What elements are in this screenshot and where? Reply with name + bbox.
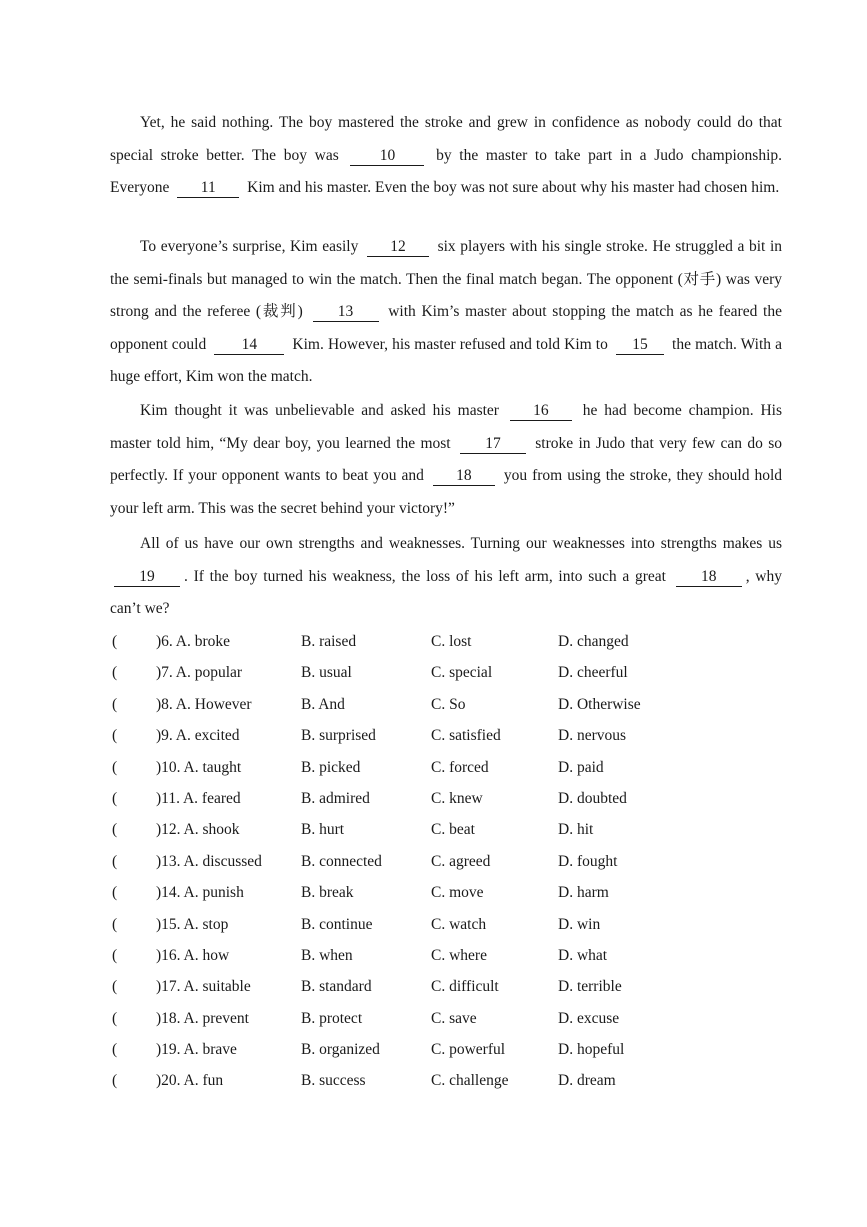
passage-paragraph-1: [110, 107, 782, 205]
option-c: C. powerful: [431, 1041, 506, 1059]
option-d: D. what: [558, 946, 608, 964]
question-row: [104, 783, 784, 814]
passage-text: stroke in Judo that very few can do so perfectly. If your opponent wants to beat you and: [110, 434, 782, 484]
answer-blank[interactable]: 17: [460, 435, 526, 454]
option-b: B. success: [301, 1072, 366, 1090]
answer-paren[interactable]: (: [112, 946, 118, 964]
answer-paren[interactable]: (: [112, 884, 118, 902]
option-d: D. nervous: [558, 727, 627, 745]
answer-blank[interactable]: 13: [313, 303, 379, 322]
option-d: D. excuse: [558, 1009, 620, 1027]
question-row: [104, 689, 784, 720]
option-c: C. beat: [431, 821, 475, 839]
option-c: C. watch: [431, 915, 487, 933]
answer-blank[interactable]: 16: [510, 402, 572, 421]
passage-text: . If the boy turned his weakness, the loss of his left arm, into such a great: [184, 567, 672, 585]
passage-text: by the master to take part in a Judo championship. Everyone: [110, 146, 782, 196]
option-c: C. move: [431, 884, 484, 902]
passage-text: All of us have our own strengths and weaknesses. Turning our weaknesses into strengths makes us: [140, 535, 782, 552]
passage-text: To everyone’s surprise, Kim easily: [140, 238, 363, 255]
answer-blank[interactable]: 18: [433, 467, 495, 486]
question-row: [104, 626, 784, 657]
question-row: [104, 940, 784, 971]
option-c: C. So: [431, 695, 466, 713]
option-a: )20. A. fun: [156, 1072, 224, 1090]
answer-blank[interactable]: 10: [350, 147, 424, 166]
option-b: B. when: [301, 946, 353, 964]
question-row: [104, 1003, 784, 1034]
option-b: B. continue: [301, 915, 373, 933]
answer-paren[interactable]: (: [112, 789, 118, 807]
option-b: B. And: [301, 695, 345, 713]
answer-paren[interactable]: (: [112, 852, 118, 870]
option-b: B. raised: [301, 633, 357, 650]
option-b: B. surprised: [301, 727, 376, 745]
option-a: )12. A. shook: [156, 821, 240, 839]
answer-blank[interactable]: 12: [367, 238, 429, 257]
question-row: [104, 657, 784, 688]
passage-text: , why can’t we?: [110, 567, 782, 617]
option-d: D. harm: [558, 884, 609, 902]
option-b: B. break: [301, 884, 354, 902]
option-d: D. hit: [558, 821, 594, 839]
option-a: )18. A. prevent: [156, 1009, 249, 1027]
option-b: B. hurt: [301, 821, 345, 839]
option-c: C. agreed: [431, 852, 491, 870]
option-d: D. Otherwise: [558, 695, 641, 713]
option-d: D. cheerful: [558, 664, 628, 682]
option-c: C. forced: [431, 758, 489, 776]
option-a: )15. A. stop: [156, 915, 229, 933]
option-a: )17. A. suitable: [156, 978, 251, 996]
question-row: [104, 1034, 784, 1065]
option-b: B. usual: [301, 664, 352, 682]
answer-paren[interactable]: (: [112, 1072, 118, 1090]
option-b: B. connected: [301, 852, 382, 870]
option-d: D. doubted: [558, 789, 627, 807]
answer-paren[interactable]: (: [112, 758, 118, 776]
answer-paren[interactable]: (: [112, 664, 118, 682]
option-d: D. terrible: [558, 978, 622, 996]
option-a: )13. A. discussed: [156, 852, 262, 870]
answer-paren[interactable]: (: [112, 727, 118, 745]
passage-text: Kim thought it was unbelievable and asked his master: [140, 402, 506, 419]
question-row: [104, 1065, 784, 1096]
option-b: B. standard: [301, 978, 372, 996]
passage-text: Kim and his master. Even the boy was not sure about why his master had chosen him.: [243, 179, 780, 196]
option-d: D. hopeful: [558, 1041, 625, 1059]
option-a: )14. A. punish: [156, 884, 244, 902]
option-c: C. special: [431, 664, 493, 682]
option-b: B. protect: [301, 1009, 363, 1027]
passage-paragraph-3: [110, 395, 782, 525]
question-row: [104, 720, 784, 751]
question-row: [104, 814, 784, 845]
answer-paren[interactable]: (: [112, 1009, 118, 1027]
option-b: B. organized: [301, 1041, 380, 1059]
answer-paren[interactable]: (: [112, 978, 118, 996]
option-d: D. fought: [558, 852, 618, 870]
options-list: [104, 626, 784, 1097]
passage-paragraph-4: [110, 528, 782, 626]
option-a: )11. A. feared: [156, 789, 241, 807]
passage-text: with Kim’s master about stopping the match as he feared the opponent could: [110, 303, 782, 353]
option-c: C. lost: [431, 633, 472, 650]
passage-text: the match. With a huge effort, Kim won the match.: [110, 335, 783, 385]
passage-text: Yet, he said nothing. The boy mastered the stroke and grew in confidence as nobody could do that special stroke better. The boy was: [110, 114, 782, 164]
answer-blank[interactable]: 11: [177, 179, 239, 198]
question-row: [104, 846, 784, 877]
option-c: C. difficult: [431, 978, 499, 996]
answer-blank[interactable]: 18: [676, 568, 742, 587]
option-a: )6. A. broke: [156, 633, 231, 650]
passage-text: six players with his single stroke. He struggled a bit in the semi-finals but managed to win the match. Then the final match began. The opponent (对手) was very strong and the referee (裁判): [110, 238, 782, 320]
answer-blank[interactable]: 14: [214, 336, 284, 355]
option-a: )16. A. how: [156, 946, 230, 964]
option-c: C. where: [431, 946, 487, 964]
option-d: D. changed: [558, 633, 629, 650]
answer-blank[interactable]: 19: [114, 568, 180, 587]
passage-paragraph-2: [110, 231, 782, 394]
answer-paren[interactable]: (: [112, 633, 118, 650]
option-c: C. challenge: [431, 1072, 509, 1090]
option-b: B. admired: [301, 789, 370, 807]
question-row: [104, 877, 784, 908]
option-c: C. save: [431, 1009, 477, 1027]
answer-paren[interactable]: (: [112, 1041, 118, 1059]
question-row: [104, 752, 784, 783]
option-a: )19. A. brave: [156, 1041, 237, 1059]
option-a: )10. A. taught: [156, 758, 242, 776]
option-c: C. satisfied: [431, 727, 501, 745]
answer-paren[interactable]: (: [112, 915, 118, 933]
option-d: D. dream: [558, 1072, 616, 1090]
answer-paren[interactable]: (: [112, 695, 118, 713]
question-row: [104, 971, 784, 1002]
option-b: B. picked: [301, 758, 361, 776]
passage-text: you from using the stroke, they should hold your left arm. This was the secret behind your victory!”: [110, 467, 782, 517]
option-d: D. win: [558, 915, 601, 933]
answer-blank[interactable]: 15: [616, 336, 664, 355]
option-a: )8. A. However: [156, 695, 252, 713]
option-a: )7. A. popular: [156, 664, 243, 682]
answer-paren[interactable]: (: [112, 821, 118, 839]
option-c: C. knew: [431, 789, 483, 807]
option-d: D. paid: [558, 758, 604, 776]
passage-text: Kim. However, his master refused and told Kim to: [288, 335, 612, 353]
question-row: [104, 909, 784, 940]
passage-text: he had become champion. His master told him, “My dear boy, you learned the most: [110, 402, 783, 452]
option-a: )9. A. excited: [156, 727, 240, 745]
